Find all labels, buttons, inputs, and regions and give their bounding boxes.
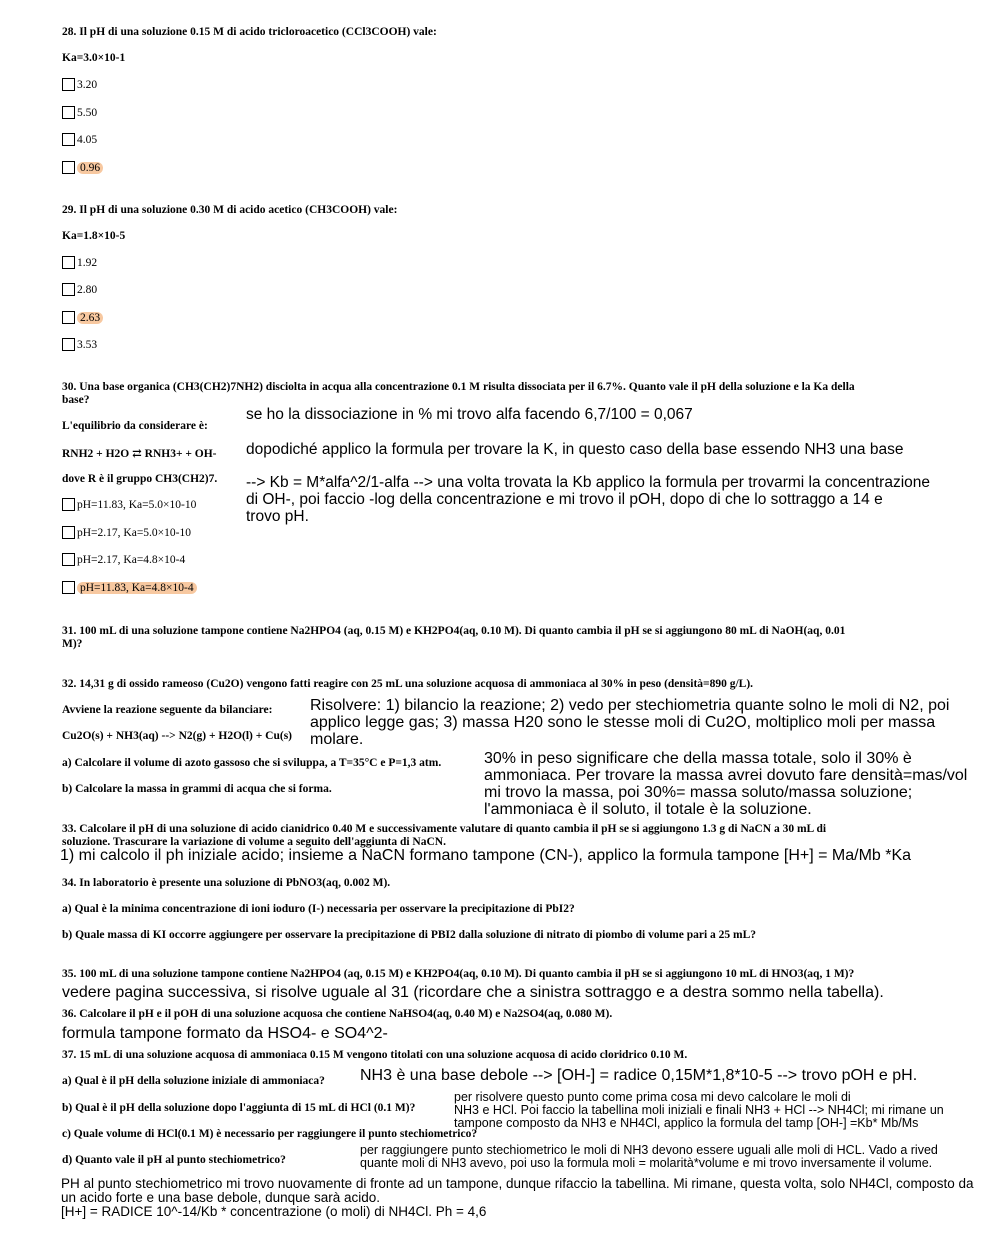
option-label: 5.50 (77, 106, 98, 119)
checkbox-icon[interactable] (62, 161, 75, 174)
q37-note-b-line2: NH3 e HCl. Poi faccio la tabellina moli iniziali e finali NH3 + HCl --> NH4Cl; mi rimane un (454, 1103, 944, 1117)
q28-title: 28. Il pH di una soluzione 0.15 M di acido tricloroacetico (CCl3COOH) vale: (62, 26, 437, 38)
q30-equation: RNH2 + H2O ⇄ RNH3+ + OH- (62, 448, 217, 460)
q30-option-3[interactable] (62, 553, 185, 566)
checkbox-icon[interactable] (62, 78, 75, 91)
option-label: 4.05 (77, 133, 98, 146)
q32-note-mass-line3: mi trovo la massa, poi 30%= massa soluto/massa soluzione; (484, 784, 913, 801)
q34-title: 34. In laboratorio è presente una soluzione di PbNO3(aq, 0.002 M). (62, 877, 391, 889)
q28-option-1[interactable] (62, 78, 97, 91)
q37-part-c: c) Quale volume di HCl(0.1 M) è necessario per raggiungere il punto stechiometrico? (62, 1128, 478, 1140)
checkbox-icon[interactable] (62, 498, 75, 511)
checkbox-icon[interactable] (62, 553, 75, 566)
q32-part-a: a) Calcolare il volume di azoto gassoso che si sviluppa, a T=35°C e P=1,3 atm. (62, 757, 442, 769)
q37-note-b-line1: per risolvere questo punto come prima cosa mi devo calcolare le moli di (454, 1090, 851, 1104)
q30-title-line1: 30. Una base organica (CH3(CH2)7NH2) disciolta in acqua alla concentrazione 0.1 M risulta dissociata per il 6.7%. Quanto vale il pH della soluzione e la Ka della (62, 381, 855, 393)
q37-part-d: d) Quanto vale il pH al punto stechiometrico? (62, 1154, 286, 1166)
option-label: 3.53 (77, 338, 98, 351)
option-label-highlighted: pH=11.83, Ka=4.8×10-4 (77, 582, 197, 594)
checkbox-icon[interactable] (62, 581, 75, 594)
q30-option-4[interactable] (62, 581, 197, 594)
q37-note-d-line3: [H+] = RADICE 10^-14/Kb * concentrazione (o moli) di NH4Cl. Ph = 4,6 (61, 1204, 487, 1219)
q30-note-kb-line2: di OH-, poi faccio -log della concentrazione e mi trovo il pOH, dopo di che lo sottraggo a 14 e (246, 491, 883, 508)
q30-note-kb-line3: trovo pH. (246, 508, 309, 525)
q28-ka: Ka=3.0×10-1 (62, 52, 126, 64)
q30-title-line2: base? (62, 394, 90, 406)
q37-note-c-line1: per raggiungere punto stechiometrico le moli di NH3 devono essere uguali alle moli di HCL. Vado a rived (360, 1143, 938, 1157)
q31-line2: M)? (62, 638, 83, 650)
q37-note-d-line1: PH al punto stechiometrico mi trovo nuovamente di fronte ad un tampone, dunque rifaccio la tabellina. Mi rimane, questa volta, solo NH4Cl, composto da (61, 1176, 974, 1191)
q30-note-alpha: se ho la dissociazione in % mi trovo alfa facendo 6,7/100 = 0,067 (246, 406, 693, 423)
q33-line1: 33. Calcolare il pH di una soluzione di acido cianidrico 0.40 M e successivamente valutare di quanto cambia il pH se si aggiungono 1.3 g di NaCN a 30 mL di (62, 823, 827, 835)
q32-note-mass-line2: ammoniaca. Per trovare la massa avrei dovuto fare densità=mas/vol (484, 767, 968, 784)
checkbox-icon[interactable] (62, 311, 75, 324)
checkbox-icon[interactable] (62, 133, 75, 146)
checkbox-icon[interactable] (62, 106, 75, 119)
q29-title: 29. Il pH di una soluzione 0.30 M di acido acetico (CH3COOH) vale: (62, 204, 398, 216)
q28-option-4[interactable] (62, 161, 103, 174)
checkbox-icon[interactable] (62, 338, 75, 351)
option-label: 2.80 (77, 283, 98, 296)
q29-option-4[interactable] (62, 338, 97, 351)
option-label: pH=2.17, Ka=5.0×10-10 (77, 526, 192, 539)
q30-note-kb-line1: --> Kb = M*alfa^2/1-alfa --> una volta trovata la Kb applico la formula per trovarmi la concentrazione (246, 474, 931, 491)
q29-option-2[interactable] (62, 283, 97, 296)
q32-note-steps-line3: molare. (310, 731, 364, 748)
q34-part-a: a) Qual è la minima concentrazione di ioni ioduro (I-) necessaria per osservare la precipitazione di PbI2? (62, 903, 575, 915)
q32-reaction-label: Avviene la reazione seguente da bilanciare: (62, 704, 273, 716)
q37-part-b: b) Qual è il pH della soluzione dopo l'aggiunta di 15 mL di HCl (0.1 M)? (62, 1102, 416, 1114)
checkbox-icon[interactable] (62, 283, 75, 296)
option-label: 3.20 (77, 78, 98, 91)
option-label: pH=11.83, Ka=5.0×10-10 (77, 498, 197, 511)
q30-option-2[interactable] (62, 526, 191, 539)
q37-part-a: a) Qual è il pH della soluzione iniziale di ammoniaca? (62, 1075, 325, 1087)
checkbox-icon[interactable] (62, 256, 75, 269)
q33-line2: soluzione. Trascurare la variazione di volume a seguito dell'aggiunta di NaCN. (62, 836, 446, 848)
q29-option-1[interactable] (62, 256, 97, 269)
q35-title: 35. 100 mL di una soluzione tampone contiene Na2HPO4 (aq, 0.15 M) e KH2PO4(aq, 0.10 M). Di quanto cambia il pH se si aggiungono 10 mL di HNO3(aq, 1 M)? (62, 968, 855, 980)
q32-note-mass-line4: l'ammoniaca è il soluto, il totale è la soluzione. (484, 801, 812, 818)
q33-note: 1) mi calcolo il ph iniziale acido; insieme a NaCN formano tampone (CN-), applico la formula tampone [H+] = Ma/Mb *Ka (60, 847, 912, 864)
q30-note-k-formula: dopodiché applico la formula per trovare la K, in questo caso della base essendo NH3 una base (246, 441, 904, 458)
q32-note-steps-line1: Risolvere: 1) bilancio la reazione; 2) vedo per stechiometria quante solno le moli di N2, poi (310, 697, 950, 714)
q32-note-steps-line2: applico legge gas; 3) massa H20 sono le stesse moli di Cu2O, moltiplico moli per massa (310, 714, 936, 731)
q30-option-1[interactable] (62, 498, 196, 511)
q37-note-b-line3: tampone composto da NH3 e NH4Cl, applico la formula del tamp [OH-] =Kb* Mb/Ms (454, 1116, 919, 1130)
q32-title: 32. 14,31 g di ossido rameoso (Cu2O) vengono fatti reagire con 25 mL una soluzione acquosa di ammoniaca al 30% in peso (densità=890 g/L). (62, 678, 754, 690)
q28-option-3[interactable] (62, 133, 97, 146)
q29-option-3[interactable] (62, 311, 103, 324)
option-label-highlighted: 2.63 (77, 312, 103, 324)
q37-note-c-line2: quante moli di NH3 avevo, poi uso la formula moli = molarità*volume e mi trovo inversamente il volume. (360, 1156, 933, 1170)
checkbox-icon[interactable] (62, 526, 75, 539)
option-label-highlighted: 0.96 (77, 162, 103, 174)
q34-part-b: b) Quale massa di KI occorre aggiungere per osservare la precipitazione di PBI2 dalla soluzione di nitrato di piombo di volume pari a 25 mL? (62, 929, 757, 941)
q28-option-2[interactable] (62, 106, 97, 119)
q37-note-d-line2: un acido forte e una base debole, dunque sarà acido. (61, 1190, 380, 1205)
q36-note: formula tampone formato da HSO4- e SO4^2- (62, 1025, 388, 1042)
q37-title: 37. 15 mL di una soluzione acquosa di ammoniaca 0.15 M vengono titolati con una soluzione acquosa di acido cloridrico 0.10 M. (62, 1049, 688, 1061)
q29-ka: Ka=1.8×10-5 (62, 230, 126, 242)
option-label: pH=2.17, Ka=4.8×10-4 (77, 553, 186, 566)
option-label: 1.92 (77, 256, 98, 269)
q30-equilibrium-label: L'equilibrio da considerare è: (62, 420, 208, 432)
q30-r-group: dove R è il gruppo CH3(CH2)7. (62, 473, 218, 485)
q37-note-a: NH3 è una base debole --> [OH-] = radice 0,15M*1,8*10-5 --> trovo pOH e pH. (360, 1067, 918, 1084)
q32-note-mass-line1: 30% in peso significare che della massa totale, solo il 30% è (484, 750, 912, 767)
q32-reaction: Cu2O(s) + NH3(aq) --> N2(g) + H2O(l) + Cu(s) (62, 730, 292, 742)
q35-note: vedere pagina successiva, si risolve uguale al 31 (ricordare che a sinistra sottraggo e a destra sommo nella tabella). (62, 984, 884, 1001)
q36-title: 36. Calcolare il pH e il pOH di una soluzione acquosa che contiene NaHSO4(aq, 0.40 M) e Na2SO4(aq, 0.080 M). (62, 1008, 613, 1020)
q32-part-b: b) Calcolare la massa in grammi di acqua che si forma. (62, 783, 332, 795)
q31-line1: 31. 100 mL di una soluzione tampone contiene Na2HPO4 (aq, 0.15 M) e KH2PO4(aq, 0.10 M). Di quanto cambia il pH se si aggiungono 80 mL di NaOH(aq, 0.01 (62, 625, 846, 637)
